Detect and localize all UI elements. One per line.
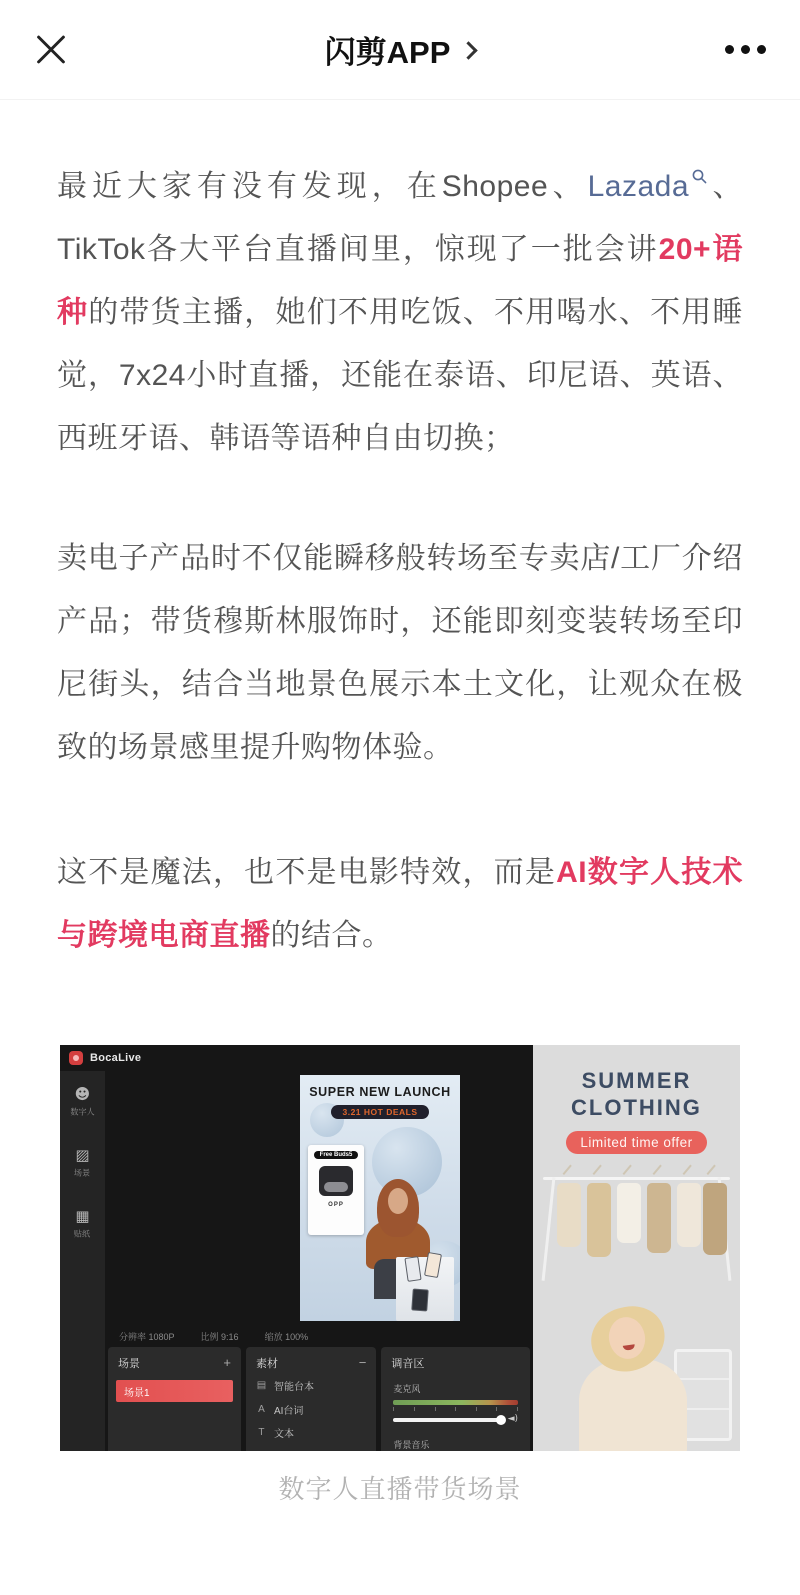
scenes-panel	[108, 1347, 241, 1451]
material-item	[256, 1425, 366, 1440]
digital-human-icon: ☻	[74, 1085, 91, 1103]
lazada-link[interactable]: Lazada	[587, 170, 690, 203]
image-caption: 数字人直播带货场景	[278, 1474, 522, 1504]
control-panels	[105, 1347, 533, 1451]
titlebar-left	[34, 33, 154, 67]
scenes-panel-title: 场景	[118, 1358, 140, 1370]
bgm-slider-group	[381, 1432, 530, 1451]
text-icon: T	[258, 1427, 265, 1438]
bocalive-sidebar	[60, 1071, 105, 1451]
add-scene-icon: +	[223, 1355, 231, 1370]
product-podium	[396, 1257, 454, 1321]
materials-panel	[246, 1347, 376, 1451]
more-options-icon[interactable]	[725, 45, 766, 54]
p3-highlight: AI数字人技术与跨境电商直播	[57, 856, 744, 952]
bocalive-titlebar	[60, 1045, 533, 1071]
mic-level-meter	[393, 1400, 518, 1405]
mic-slider-group	[381, 1376, 530, 1422]
material-label: 文本	[273, 1429, 294, 1440]
p1-highlight: 20+语种	[57, 233, 744, 329]
speaker-icon: ◄)	[507, 1414, 518, 1424]
p1-text-1: 最近大家有没有发现，在Shopee、	[57, 170, 588, 203]
model-avatar	[573, 1307, 693, 1451]
material-label: AI台词	[273, 1405, 304, 1417]
script-icon: ▤	[256, 1380, 267, 1391]
material-label: 智能台本	[273, 1382, 314, 1393]
live-preview	[300, 1075, 460, 1321]
audio-panel	[381, 1347, 530, 1451]
p3-text-1: 这不是魔法，也不是电影特效，而是	[57, 856, 557, 889]
scene-item-selected: 场景1	[116, 1380, 233, 1402]
sidebar-item-scene	[73, 1148, 91, 1179]
offer-badge: Limited time offer	[566, 1131, 706, 1154]
bocalive-app-name: BocaLive	[90, 1052, 142, 1064]
paragraph-2: 卖电子产品时不仅能瞬移般转场至专卖店/工厂介绍产品；带货穆斯林服饰时，还能即刻变装转场至印尼街头，结合当地景色展示本土文化，让观众在极致的场景感里提升购物体验。	[57, 542, 743, 764]
sidebar-item-sticker	[73, 1209, 91, 1240]
text-icon	[256, 1451, 267, 1452]
scene-icon: ▨	[75, 1146, 90, 1164]
page-title[interactable]	[325, 27, 476, 72]
search-icon[interactable]	[691, 168, 708, 185]
product-card	[308, 1145, 364, 1235]
bocalive-logo-icon	[69, 1051, 83, 1065]
sidebar-label: 数字人	[70, 1107, 95, 1117]
sidebar-item-digital-human	[69, 1087, 96, 1118]
collapse-icon: −	[358, 1355, 367, 1370]
sidebar-label: 贴纸	[74, 1229, 91, 1239]
material-item	[256, 1449, 366, 1452]
close-icon[interactable]	[34, 33, 68, 67]
titlebar	[0, 0, 800, 100]
chevron-right-icon	[460, 41, 478, 59]
sidebar-label: 场景	[74, 1168, 91, 1178]
article-body	[0, 155, 800, 967]
deal-badge: 3.21 HOT DEALS	[331, 1105, 428, 1119]
material-item	[256, 1402, 366, 1417]
article-image[interactable]	[60, 1045, 740, 1451]
p3-text-2: 的结合。	[270, 919, 393, 952]
mic-label: 麦克风	[393, 1384, 421, 1394]
resolution-value: 分辨率 1080P	[119, 1331, 175, 1342]
mic-volume-slider	[393, 1414, 518, 1424]
preview-headline: SUPER NEW LAUNCH	[309, 1085, 451, 1099]
clothing-rack	[543, 1161, 730, 1281]
gift-tag: Free Buds5	[314, 1151, 359, 1159]
aspect-ratio-value: 比例 9:16	[200, 1331, 239, 1342]
audio-panel-title: 调音区	[391, 1358, 425, 1370]
material-label	[274, 1449, 294, 1452]
titlebar-right	[646, 45, 766, 54]
ad-title-line2: CLOTHING	[571, 1095, 702, 1120]
p1-text-3: 的带货主播，她们不用吃饭、不用喝水、不用睡觉，7x24小时直播，还能在泰语、印尼语、英语、西班牙语、韩语等语种自由切换；	[57, 296, 744, 455]
material-item	[256, 1378, 366, 1393]
ad-title	[533, 1067, 740, 1121]
materials-panel-title: 素材	[255, 1358, 278, 1370]
p1-text-2: 、TikTok各大平台直播间里，惊现了一批会讲	[57, 170, 744, 266]
paragraph-1	[57, 155, 743, 470]
summer-clothing-scene	[533, 1045, 740, 1451]
zoom-value: 缩放 100%	[264, 1331, 309, 1342]
ad-title-line1: SUMMER	[581, 1068, 692, 1093]
ai-icon: A	[258, 1403, 265, 1415]
paragraph-3	[57, 841, 743, 967]
account-name[interactable]: 闪剪APP	[324, 35, 451, 70]
earbuds-image	[319, 1166, 353, 1196]
preview-status-bar	[105, 1327, 533, 1345]
brand-logo-text: OPP	[328, 1202, 344, 1208]
sticker-icon: ▦	[75, 1207, 90, 1225]
bgm-label: 背景音乐	[393, 1440, 430, 1450]
